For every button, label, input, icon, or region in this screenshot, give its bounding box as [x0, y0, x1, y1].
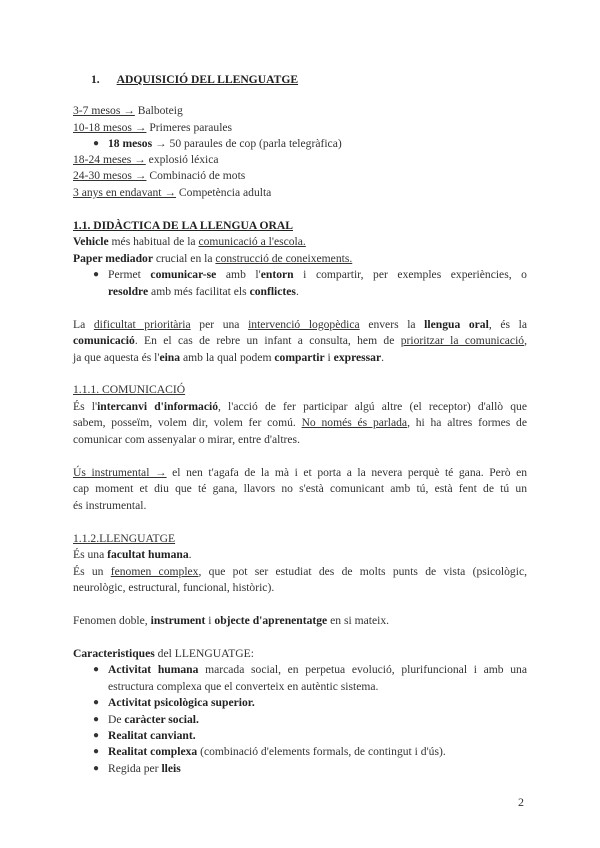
- underlined-text: Ús instrumental →: [73, 466, 167, 479]
- list-heading: [73, 646, 527, 662]
- bold-text: instrument: [150, 614, 206, 627]
- underlined-text: 1.1.2.LLENGUATGE: [73, 532, 176, 545]
- text-segment: neurològic, estructural, funcional, històric).: [73, 581, 275, 594]
- bullet-icon: ●: [93, 697, 100, 708]
- text-segment: amb més facilitat els: [148, 285, 250, 298]
- underlined-text: prioritzar la comunicació: [400, 334, 525, 347]
- paragraph-line: [73, 465, 527, 481]
- bold-text: Paper mediador: [73, 252, 153, 265]
- bold-text: intercanvi d'informació: [97, 400, 218, 413]
- milestone-line: [73, 103, 527, 119]
- underlined-text: 3-7 mesos →: [73, 104, 135, 117]
- bold-text: 18 mesos: [108, 137, 153, 150]
- paragraph-line: [73, 481, 527, 497]
- underlined-text: 3 anys en endavant →: [73, 186, 177, 199]
- subsection-heading: [73, 382, 527, 398]
- text-segment: cap moment et diu que té gana, llavors no s'està comunicant amb tú, està fent de tú un: [73, 482, 527, 495]
- bold-text: comunicar-se: [150, 268, 217, 281]
- underlined-text: 18-24 meses →: [73, 153, 146, 166]
- text-segment: .: [188, 548, 192, 561]
- underlined-text: intervenció logopèdica: [248, 318, 360, 331]
- text-segment: ,: [524, 334, 527, 347]
- text-segment: Regida per: [108, 762, 162, 775]
- bold-text: objecte d'aprenentatge: [214, 614, 328, 627]
- text-line: [73, 251, 527, 267]
- bold-text: facultat humana: [107, 548, 189, 561]
- text-segment: Competència adulta: [176, 186, 272, 199]
- paragraph-line: [73, 498, 527, 514]
- text-segment: , hi ha altres formes de: [407, 416, 527, 429]
- paragraph-line: [73, 317, 527, 333]
- bullet-item: [93, 712, 527, 728]
- bullet-icon: ●: [93, 269, 100, 280]
- text-segment: De: [108, 713, 125, 726]
- text-segment: És una: [73, 548, 108, 561]
- paragraph-line: [73, 415, 527, 431]
- paragraph-line: [73, 350, 527, 366]
- bold-text: Activitat humana: [108, 663, 199, 676]
- bold-text: compartir: [274, 351, 325, 364]
- section-title-text: ADQUISICIÓ DEL LLENGUATGE: [116, 73, 299, 86]
- text-segment: marcada social, en perpetua evolució, plurifuncional i amb una: [198, 663, 527, 676]
- text-segment: i: [205, 614, 215, 627]
- text-segment: És l': [73, 400, 98, 413]
- text-segment: → 50 paraules de cop (parla telegràfica): [152, 137, 342, 150]
- text-segment: crucial en la: [152, 252, 216, 265]
- subsection-heading: [73, 218, 527, 234]
- bold-text: comunicació: [73, 334, 135, 347]
- text-segment: explosió léxica: [145, 153, 219, 166]
- text-segment: . En el cas de rebre un infant a consulta, hem de: [134, 334, 401, 347]
- bullet-item: [93, 695, 527, 711]
- milestone-line: [73, 152, 527, 168]
- text-segment: , és la: [488, 318, 527, 331]
- bold-text: Vehicle: [73, 235, 109, 248]
- text-segment: Balboteig: [134, 104, 183, 117]
- text-segment: estructura complexa que el converteix en autèntic sistema.: [108, 680, 379, 693]
- bullet-item: [93, 744, 527, 760]
- text-segment: Fenomen doble,: [73, 614, 151, 627]
- text-line: [73, 613, 527, 629]
- text-segment: amb l': [216, 268, 261, 281]
- bullet-item: [93, 761, 527, 777]
- text-segment: i: [324, 351, 334, 364]
- text-segment: ja que aquesta és l': [73, 351, 160, 364]
- bold-text: caràcter social.: [124, 713, 199, 726]
- bullet-item-continued: [108, 679, 527, 695]
- bold-text: entorn: [260, 268, 294, 281]
- bold-text: resoldre: [108, 285, 149, 298]
- text-segment: .: [381, 351, 385, 364]
- text-segment: , l'acció de fer participar algú altre (el receptor) d'allò que: [218, 400, 527, 413]
- paragraph-line: [73, 432, 527, 448]
- bullet-icon: ●: [93, 763, 100, 774]
- subsection-heading: [73, 531, 527, 547]
- milestone-line: [73, 120, 527, 136]
- text-segment: Primeres paraules: [146, 121, 233, 134]
- underlined-text: 10-18 mesos →: [73, 121, 147, 134]
- bullet-icon: ●: [93, 746, 100, 757]
- text-segment: amb la qual podem: [180, 351, 275, 364]
- text-segment: del LLENGUATGE:: [154, 647, 254, 660]
- bold-text: Activitat psicològica superior.: [108, 696, 255, 709]
- page-number: 2: [518, 795, 524, 809]
- bold-text: eina: [159, 351, 181, 364]
- paragraph-line: [73, 580, 527, 596]
- underlined-text: 24-30 mesos →: [73, 169, 147, 182]
- paragraph-line: [73, 333, 527, 349]
- text-segment: el nen t'agafa de la mà i et porta a la nevera perquè té gana. Però en: [166, 466, 528, 479]
- bold-text: lleis: [161, 762, 181, 775]
- bullet-icon: ●: [93, 714, 100, 725]
- text-segment: És un: [73, 565, 111, 578]
- underlined-text: fenomen complex: [110, 565, 199, 578]
- text-line: [73, 234, 527, 250]
- underlined-text: dificultat prioritària: [93, 318, 191, 331]
- underlined-text: 1.1.1. COMUNICACIÓ: [73, 383, 186, 396]
- text-segment: comunicar com assenyalar o mirar, entre d'altres.: [73, 433, 300, 446]
- paragraph-line: [73, 399, 527, 415]
- bullet-item: [93, 136, 527, 152]
- bold-text: llengua oral: [424, 318, 489, 331]
- text-segment: és instrumental.: [73, 499, 147, 512]
- text-segment: sabem, posseïm, volem dir, volem fer comú.: [73, 416, 302, 429]
- section-number: 1.: [91, 73, 100, 86]
- text-segment: per una: [190, 318, 249, 331]
- milestone-line: [73, 185, 527, 201]
- paragraph-line: [73, 564, 527, 580]
- bullet-item: [93, 662, 527, 678]
- underlined-text: comunicació a l'escola.: [198, 235, 306, 248]
- bullet-icon: ●: [93, 138, 100, 149]
- text-segment: , que pot ser estudiat des de molts punts de vista (psicològic,: [198, 565, 527, 578]
- bullet-item: [93, 267, 527, 283]
- bold-text: Realitat canviant.: [108, 729, 196, 742]
- bold-text: Caracteristiques: [73, 647, 155, 660]
- text-segment: Permet: [108, 268, 151, 281]
- bold-text: expressar: [333, 351, 382, 364]
- bullet-icon: ●: [93, 730, 100, 741]
- bullet-item-continued: [108, 284, 527, 300]
- text-line: [73, 547, 527, 563]
- underlined-text: No només és parlada: [301, 416, 408, 429]
- section-title: [91, 72, 545, 88]
- text-segment: Combinació de mots: [146, 169, 246, 182]
- text-segment: en si mateix.: [327, 614, 390, 627]
- bold-text: Realitat complexa: [108, 745, 198, 758]
- text-segment: La: [73, 318, 94, 331]
- bullet-item: [93, 728, 527, 744]
- text-segment: més habitual de la: [108, 235, 199, 248]
- text-segment: (combinació d'elements formals, de contingut i d'ús).: [197, 745, 446, 758]
- text-segment: envers la: [359, 318, 425, 331]
- bold-text: 1.1. DIDÀCTICA DE LA LLENGUA ORAL: [73, 219, 293, 232]
- bullet-icon: ●: [93, 664, 100, 675]
- bold-text: conflictes: [249, 285, 296, 298]
- underlined-text: construcció de coneixements.: [215, 252, 353, 265]
- milestone-line: [73, 168, 527, 184]
- text-segment: .: [295, 285, 299, 298]
- text-segment: i compartir, per exemples experiències, o: [293, 268, 527, 281]
